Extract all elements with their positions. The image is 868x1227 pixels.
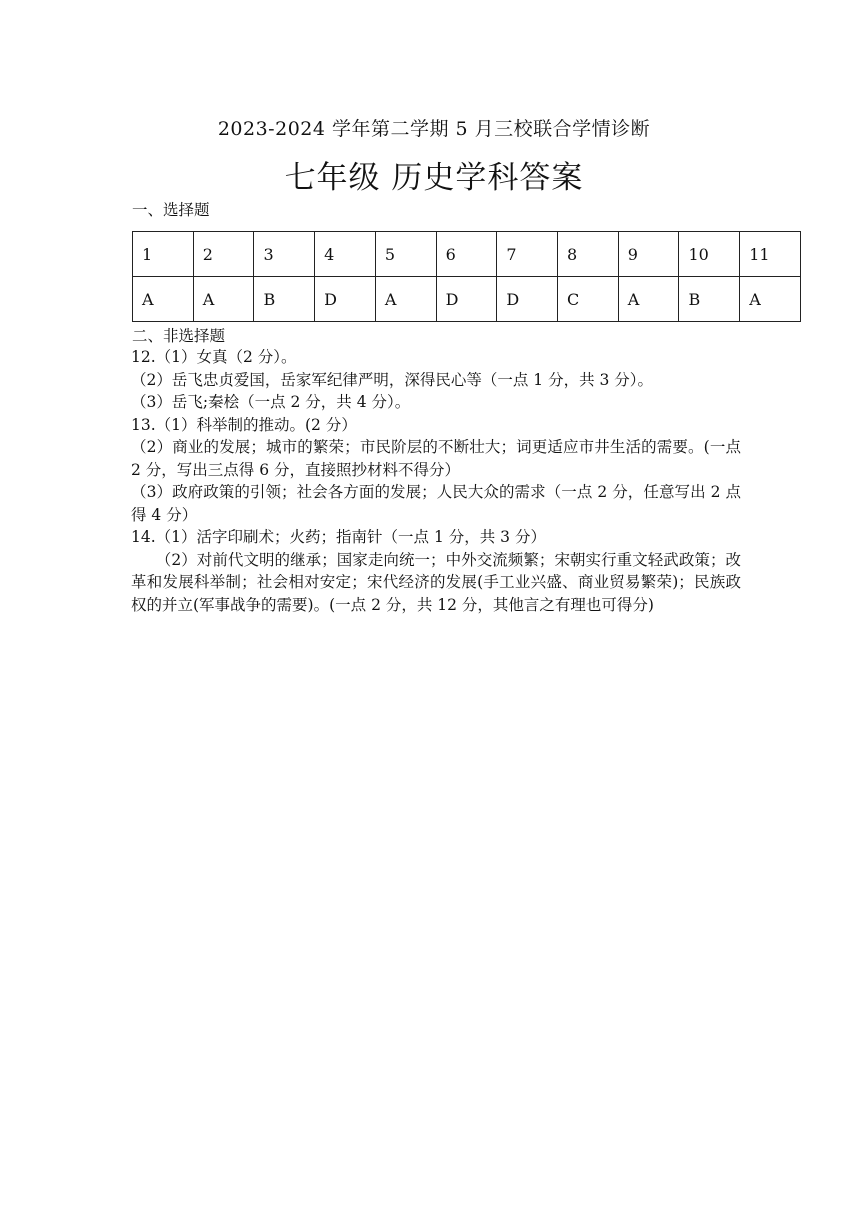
answer-line: （2）岳飞忠贞爱国，岳家军纪律严明，深得民心等（一点 1 分，共 3 分）。 — [131, 370, 654, 389]
question-number: 8 — [558, 232, 619, 277]
question-number: 2 — [193, 232, 254, 277]
answer-cell: C — [558, 277, 619, 322]
answer-line: （2）对前代文明的继承；国家走向统一；中外交流频繁；宋朝实行重文轻武政策；改革和发展科举制；社会相对安定；宋代经济的发展(手工业兴盛、商业贸易繁荣)；民族政权的并立(军事战争的需要)。(一点 2 分，共 12 分，其他言之有理也可得分) — [131, 550, 741, 614]
question-number: 4 — [315, 232, 376, 277]
answer-cell: A — [193, 277, 254, 322]
question-number: 6 — [436, 232, 497, 277]
answer-cell: B — [254, 277, 315, 322]
answer-cell: D — [436, 277, 497, 322]
answer-cell: D — [315, 277, 376, 322]
question-number: 11 — [740, 232, 801, 277]
answer-cell: A — [133, 277, 194, 322]
answer-cell: A — [740, 277, 801, 322]
question-number: 1 — [133, 232, 194, 277]
question-number: 7 — [497, 232, 558, 277]
choice-answer-table — [132, 231, 801, 322]
section-choice-label: 一、选择题 — [132, 201, 210, 219]
answer-line: （3）岳飞;秦桧（一点 2 分，共 4 分）。 — [131, 393, 411, 411]
question-number: 3 — [254, 232, 315, 277]
exam-title: 2023-2024 学年第二学期 5 月三校联合学情诊断 — [217, 118, 651, 140]
answer-cell: A — [618, 277, 679, 322]
question-number: 5 — [375, 232, 436, 277]
section-nonchoice-label: 二、非选择题 — [132, 327, 226, 345]
answer-line: （3）政府政策的引领；社会各方面的发展；人民大众的需求（一点 2 分，任意写出 2 点得 4 分） — [131, 483, 741, 524]
question-number: 9 — [618, 232, 679, 277]
answer-cell: B — [679, 277, 740, 322]
nonchoice-answers — [131, 346, 741, 616]
answer-line: 13.（1）科举制的推动。(2 分） — [131, 415, 357, 434]
question-number: 10 — [679, 232, 740, 277]
answer-line: （2）商业的发展；城市的繁荣；市民阶层的不断壮大；词更适应市井生活的需要。(一点 2 分，写出三点得 6 分，直接照抄材料不得分） — [131, 438, 741, 479]
answer-line: 14.（1）活字印刷术；火药；指南针（一点 1 分，共 3 分） — [131, 528, 546, 546]
answer-row — [133, 277, 801, 322]
question-number-row — [133, 232, 801, 277]
answer-cell: A — [375, 277, 436, 322]
answer-key-title: 七年级 历史学科答案 — [284, 160, 584, 196]
answer-cell: D — [497, 277, 558, 322]
answer-line: 12.（1）女真（2 分）。 — [131, 348, 297, 366]
